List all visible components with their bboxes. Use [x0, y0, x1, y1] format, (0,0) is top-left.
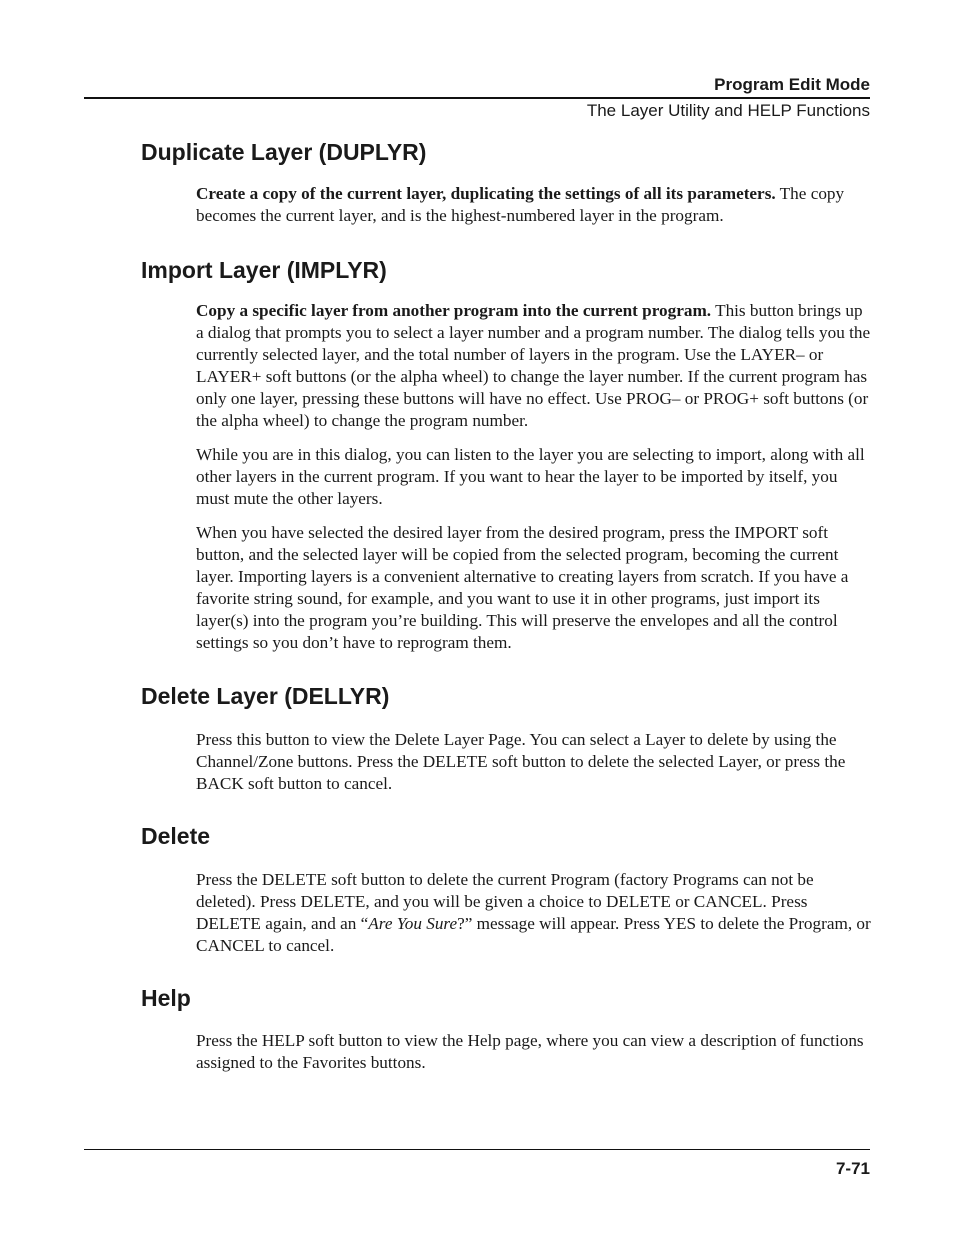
paragraph-import-layer-1	[196, 300, 872, 432]
body-text: The copy becomes the current layer, and is the highest-numbered layer in the program.	[196, 184, 845, 225]
footer-rule	[84, 1149, 870, 1150]
paragraph-import-layer-2: While you are in this dialog, you can listen to the layer you are selecting to import, along with all other layers in the current program. If you want to hear the layer to be imported by itself, you must mute the other layers.	[196, 445, 865, 508]
heading-delete-layer: Delete Layer (DELLYR)	[141, 683, 390, 709]
heading-delete: Delete	[141, 823, 211, 849]
paragraph-delete-layer: Press this button to view the Delete Layer Page. You can select a Layer to delete by using the Channel/Zone buttons. Press the DELETE soft button to delete the selected Layer, or press the BACK soft button to cancel.	[196, 730, 846, 793]
header-rule	[84, 97, 870, 99]
italic-phrase: Are You Sure	[368, 914, 458, 933]
paragraph-help: Press the HELP soft button to view the Help page, where you can view a description of functions assigned to the Favorites buttons.	[196, 1031, 864, 1072]
body-text: This button brings up a dialog that prompts you to select a layer number and a program number. The dialog tells you the currently selected layer, and the total number of layers in the program. Use the LAYER– or LAYER+ soft buttons (or the alpha wheel) to change the layer number. If the current program has only one layer, pressing these buttons will have no effect. Use PROG– or PROG+ soft buttons (or the alpha wheel) to change the program number.	[196, 301, 871, 430]
chapter-title: Program Edit Mode	[714, 75, 870, 94]
heading-help: Help	[141, 985, 191, 1011]
heading-duplicate-layer: Duplicate Layer (DUPLYR)	[141, 139, 427, 165]
body-text: Press the DELETE soft button to delete the current Program (factory Programs can not be deleted). Press DELETE, and you will be given a choice to DELETE or CANCEL. Press DELETE again, and an “	[196, 870, 814, 933]
body-text: ?” message will appear. Press YES to delete the Program, or CANCEL to cancel.	[196, 914, 871, 955]
section-subtitle: The Layer Utility and HELP Functions	[586, 101, 870, 120]
paragraph-delete	[196, 869, 872, 957]
paragraph-import-layer-3: When you have selected the desired layer from the desired program, press the IMPORT soft button, and the selected layer will be copied from the selected program, becoming the current layer. Importing layers is a convenient alternative to creating layers from scratch. If you have a favorite string sound, for example, and you want to use it in other programs, just import its layer(s) into the program you’re building. This will preserve the envelopes and all the control settings so you don’t have to reprogram them.	[196, 523, 849, 652]
page-number: 7-71	[835, 1159, 870, 1178]
bold-lead: Copy a specific layer from another program into the current program.	[196, 301, 712, 320]
bold-lead: Create a copy of the current layer, duplicating the settings of all its parameters.	[196, 184, 776, 203]
paragraph-duplicate-layer	[196, 183, 872, 227]
heading-import-layer: Import Layer (IMPLYR)	[141, 257, 387, 283]
